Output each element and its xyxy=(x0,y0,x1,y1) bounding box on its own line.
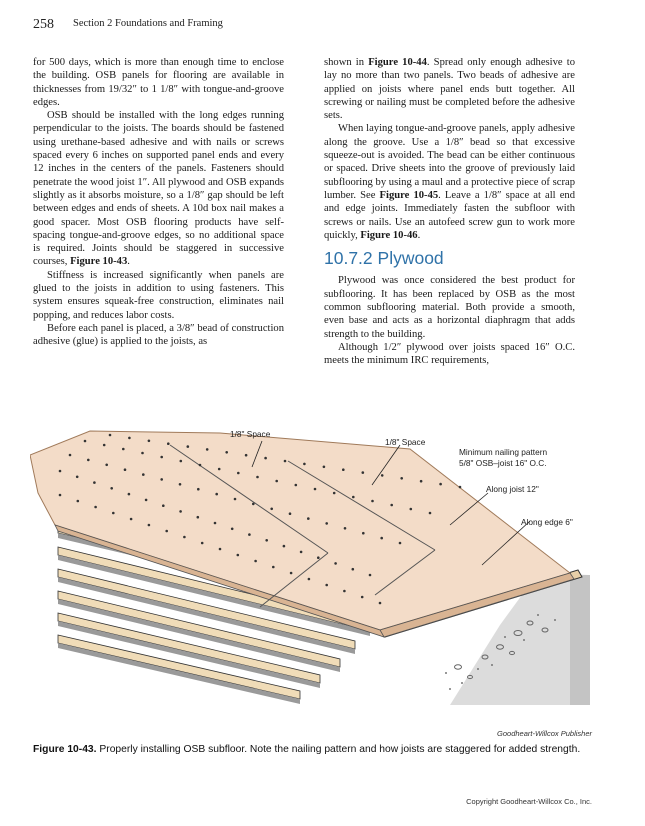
figure-reference: Figure 10-46 xyxy=(360,229,418,241)
paragraph: Stiffness is increased significantly when panels are glued to the joists in addition to using fasteners. This system ensures squeak-free construction, eliminates nail popping, and reduces labor costs. xyxy=(33,269,284,321)
nail-mark xyxy=(323,466,326,469)
paragraph-text: . xyxy=(127,256,130,268)
nail-mark xyxy=(109,434,112,437)
nail-mark xyxy=(148,440,151,443)
nail-mark xyxy=(314,488,317,491)
nail-mark xyxy=(420,480,423,483)
nail-mark xyxy=(122,448,125,451)
nail-mark xyxy=(87,459,90,462)
nail-mark xyxy=(145,499,148,502)
nail-mark xyxy=(199,464,202,467)
nail-mark xyxy=(272,566,275,569)
figure-caption xyxy=(33,743,613,757)
nail-mark xyxy=(390,504,393,507)
nail-mark xyxy=(429,512,432,515)
nail-mark xyxy=(93,481,96,484)
nail-mark xyxy=(160,478,163,481)
nail-mark xyxy=(59,470,62,473)
paragraph: Before each panel is placed, a 3/8″ bead of construction adhesive (glue) is applied to the joists, as xyxy=(33,322,284,348)
nail-mark xyxy=(124,468,127,471)
nail-mark xyxy=(225,451,228,454)
nail-mark xyxy=(344,527,347,530)
nail-mark xyxy=(59,494,62,497)
nail-mark xyxy=(264,457,267,460)
nail-mark xyxy=(256,476,259,479)
label-space-right: 1/8" Space xyxy=(385,437,426,447)
figure-credit: Goodheart-Willcox Publisher xyxy=(497,729,592,738)
nail-mark xyxy=(325,584,328,587)
nail-mark xyxy=(69,454,72,457)
nail-mark xyxy=(112,512,115,515)
caption-text: Properly installing OSB subfloor. Note the nailing pattern and how joists are staggered for added strength. xyxy=(96,744,581,755)
nail-mark xyxy=(352,568,355,571)
subsection-heading: 10.7.2 Plywood xyxy=(324,248,444,269)
paragraph-text: . Leave a 1/8″ space at all end and edge joints. Immediately fasten the subfloor with screws or nails. Use an autofeed screw gun to work more quickly, xyxy=(324,189,575,241)
copyright-notice: Copyright Goodheart-Willcox Co., Inc. xyxy=(466,797,592,806)
figure-reference: Figure 10-44 xyxy=(368,57,427,68)
nail-mark xyxy=(352,496,355,499)
page-header xyxy=(33,15,223,33)
nail-mark xyxy=(76,476,79,479)
nail-mark xyxy=(254,560,257,563)
nail-mark xyxy=(308,578,311,581)
subfloor-illustration xyxy=(30,425,615,705)
caption-label: Figure 10-43. xyxy=(33,744,97,755)
label-nailing-pattern: Minimum nailing pattern xyxy=(459,447,548,457)
nail-mark xyxy=(215,493,218,496)
nail-mark xyxy=(197,488,200,491)
nail-mark xyxy=(303,463,306,466)
nail-mark xyxy=(289,512,292,515)
nail-mark xyxy=(237,554,240,557)
nail-mark xyxy=(439,483,442,486)
nail-mark xyxy=(410,508,413,511)
right-column xyxy=(324,56,575,368)
nail-mark xyxy=(110,487,113,490)
section-title: Section 2 Foundations and Framing xyxy=(73,18,223,29)
label-nailing-spec: 5/8" OSB–joist 16" O.C. xyxy=(459,458,547,468)
nail-mark xyxy=(283,545,286,548)
nail-mark xyxy=(270,508,273,511)
nail-mark xyxy=(333,492,336,495)
nail-mark xyxy=(84,440,87,443)
nail-mark xyxy=(105,464,108,467)
nail-mark xyxy=(128,437,131,440)
nail-mark xyxy=(334,562,337,565)
nail-mark xyxy=(142,473,145,476)
nail-mark xyxy=(295,484,298,487)
nail-mark xyxy=(343,590,346,593)
nail-mark xyxy=(77,500,80,503)
nail-mark xyxy=(197,516,200,519)
paragraph xyxy=(324,56,575,122)
label-space-left: 1/8" Space xyxy=(230,429,271,439)
nail-mark xyxy=(141,452,144,455)
nail-mark xyxy=(103,444,106,447)
nail-mark xyxy=(237,472,240,475)
nail-mark xyxy=(234,498,237,501)
nail-mark xyxy=(275,480,278,483)
nail-mark xyxy=(183,536,186,539)
nail-mark xyxy=(380,537,383,540)
nail-mark xyxy=(371,500,374,503)
figure-reference: Figure 10-45 xyxy=(379,189,439,201)
paragraph: Plywood was once considered the best product for subflooring. It has been replaced by OSB as the most common subflooring material. Both provide a smooth, even base and acts as a horizontal diaphragm that adds strength to the building. xyxy=(324,275,575,340)
nail-mark xyxy=(94,506,97,509)
nail-mark xyxy=(325,522,328,525)
nail-mark xyxy=(379,602,382,605)
nail-mark xyxy=(160,456,163,459)
nail-mark xyxy=(128,493,131,496)
nail-mark xyxy=(179,510,182,513)
nail-mark xyxy=(361,596,364,599)
figure-reference: Figure 10-43 xyxy=(70,256,128,268)
nail-mark xyxy=(284,460,287,463)
paragraph-text: . Spread only enough adhesive to lay no more than two panels. Two beads of adhesive are applied on joists where panel ends butt together. All screwing or nailing must be completed before the adhesive sets. xyxy=(324,57,576,122)
nail-mark xyxy=(167,442,170,445)
nail-mark xyxy=(369,574,372,577)
label-along-joist: Along joist 12" xyxy=(486,484,539,494)
nail-mark xyxy=(307,517,310,520)
nail-mark xyxy=(381,474,384,477)
nail-mark xyxy=(180,460,183,463)
nail-mark xyxy=(187,445,190,448)
nail-mark xyxy=(300,551,303,554)
nail-mark xyxy=(231,528,234,531)
nail-mark xyxy=(148,524,151,527)
paragraph-text: . xyxy=(417,229,421,241)
nail-mark xyxy=(165,530,168,533)
left-column xyxy=(33,56,284,349)
nail-mark xyxy=(130,518,133,521)
nail-mark xyxy=(206,448,209,451)
paragraph-text: shown in xyxy=(324,57,369,68)
nail-mark xyxy=(214,522,217,525)
nail-mark xyxy=(317,556,320,559)
nail-mark xyxy=(245,454,248,457)
nail-mark xyxy=(218,468,221,471)
nail-mark xyxy=(219,548,222,551)
paragraph xyxy=(33,109,284,269)
nail-mark xyxy=(290,572,293,575)
paragraph: for 500 days, which is more than enough time to enclose the building. OSB panels for flooring are available in thicknesses from 19/32″ to 1 1/8″ with tongue-and-groove edges. xyxy=(33,57,284,108)
label-along-edge: Along edge 6" xyxy=(521,517,573,527)
nail-mark xyxy=(162,504,165,507)
paragraph xyxy=(324,122,575,242)
nail-mark xyxy=(248,533,251,536)
nail-mark xyxy=(252,503,255,506)
nail-mark xyxy=(179,483,182,486)
nail-mark xyxy=(400,477,403,480)
nail-mark xyxy=(265,539,268,542)
nail-mark xyxy=(342,468,345,471)
foundation-side xyxy=(570,575,590,705)
nail-mark xyxy=(201,542,204,545)
paragraph-text: When laying tongue-and-groove panels, apply adhesive along the groove. Use a 1/8″ bead so that excessive squeeze-out is avoided. The bead can be either continuous or spaced. Drive sheets into the groove of previously laid subflooring by using a maul and a protective piece of scrap lumber. See xyxy=(324,123,575,201)
nail-mark xyxy=(459,486,462,489)
page-number: 258 xyxy=(33,17,54,32)
nail-mark xyxy=(362,532,365,535)
paragraph: Although 1/2″ plywood over joists spaced 16″ O.C. meets the minimum IRC requirements, xyxy=(324,341,575,367)
paragraph-text: OSB should be installed with the long edges running perpendicular to the joists. The boards should be fastened using urethane-based adhesive and with nails or screws spaced every 6 inches on supported panel ends and every 12 inches in the centers of the panels. Fasteners should penetrate the wood joist 1″. All plywood and OSB expands slightly as it absorbs moisture, so a 1/8″ gap should be left between edges and ends of sheets. A 10d box nail makes a good spacer. Most OSB flooring products have self-spacing tongue-and-groove edges, so no additional space is required. Joints should be staggered in successive courses, xyxy=(33,110,284,268)
nail-mark xyxy=(399,542,402,545)
nail-mark xyxy=(362,471,365,474)
